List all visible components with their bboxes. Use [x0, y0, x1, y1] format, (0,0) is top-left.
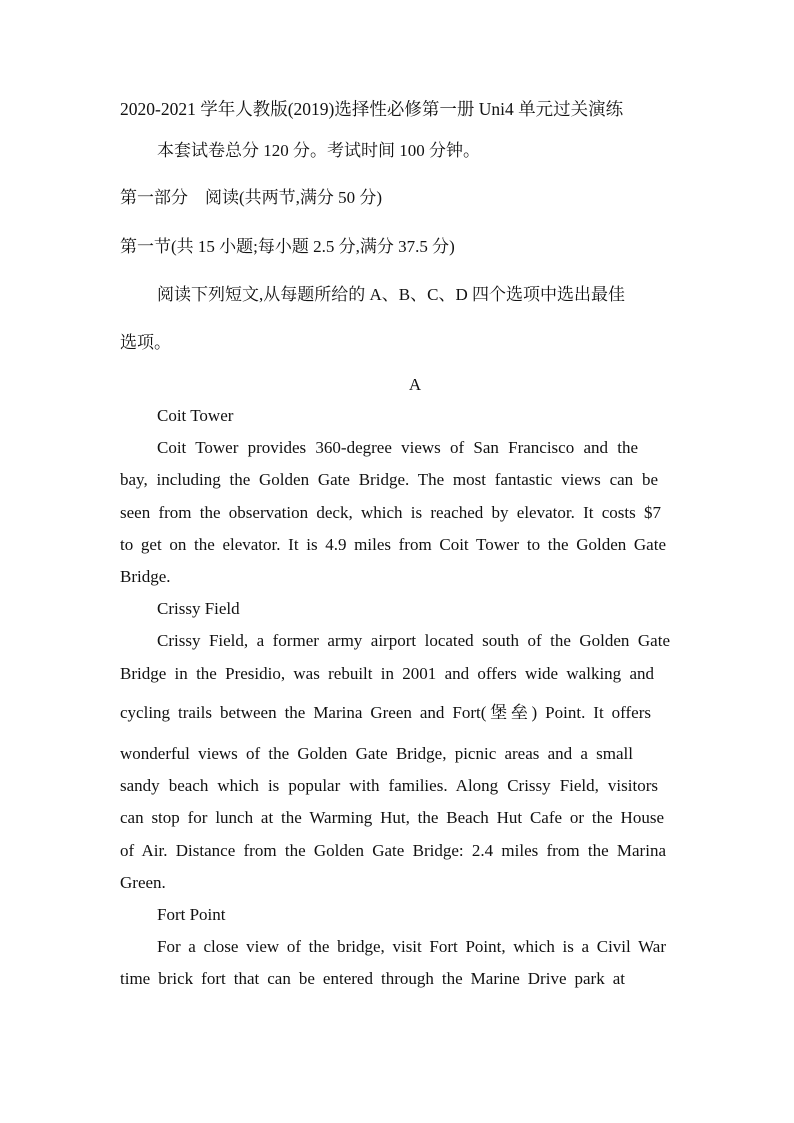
paragraph-line: Crissy Field, a former army airport located south of the Golden Gate: [157, 631, 670, 650]
paragraph-line: Bridge in the Presidio, was rebuilt in 2001 and offers wide walking and: [120, 664, 654, 683]
paragraph-line: Bridge.: [120, 567, 171, 586]
paragraph-line: seen from the observation deck, which is reached by elevator. It costs $7: [120, 503, 661, 522]
paragraph-line: can stop for lunch at the Warming Hut, the Beach Hut Cafe or the House: [120, 808, 664, 827]
document-title: 2020-2021 学年人教版(2019)选择性必修第一册 Uni4 单元过关演练: [120, 99, 624, 119]
paragraph-line: bay, including the Golden Gate Bridge. The most fantastic views can be: [120, 470, 658, 489]
paragraph-line: to get on the elevator. It is 4.9 miles from Coit Tower to the Golden Gate: [120, 535, 666, 554]
section-heading: 第一节(共 15 小题;每小题 2.5 分,满分 37.5 分): [120, 237, 455, 256]
paragraph-line: cycling trails between the Marina Green and Fort(堡垒) Point. It offers: [120, 703, 651, 722]
paragraph-line: time brick fort that can be entered through the Marine Drive park at: [120, 969, 625, 988]
paragraph-line: Coit Tower provides 360-degree views of San Francisco and the: [157, 438, 638, 457]
instruction-line-2: 选项。: [120, 333, 171, 352]
part-heading: 第一部分 阅读(共两节,满分 50 分): [120, 188, 383, 207]
paragraph-line: sandy beach which is popular with families. Along Crissy Field, visitors: [120, 776, 658, 795]
section-heading-coit-tower: Coit Tower: [157, 406, 234, 425]
exam-intro: 本套试卷总分 120 分。考试时间 100 分钟。: [157, 141, 480, 160]
section-heading-crissy-field: Crissy Field: [157, 599, 240, 618]
paragraph-line: of Air. Distance from the Golden Gate Bridge: 2.4 miles from the Marina: [120, 841, 666, 860]
paragraph-line: Green.: [120, 873, 166, 892]
passage-label: A: [408, 375, 422, 394]
paragraph-line: For a close view of the bridge, visit Fort Point, which is a Civil War: [157, 937, 666, 956]
instruction-line-1: 阅读下列短文,从每题所给的 A、B、C、D 四个选项中选出最佳: [157, 285, 625, 304]
paragraph-line: wonderful views of the Golden Gate Bridge, picnic areas and a small: [120, 744, 633, 763]
section-heading-fort-point: Fort Point: [157, 905, 226, 924]
